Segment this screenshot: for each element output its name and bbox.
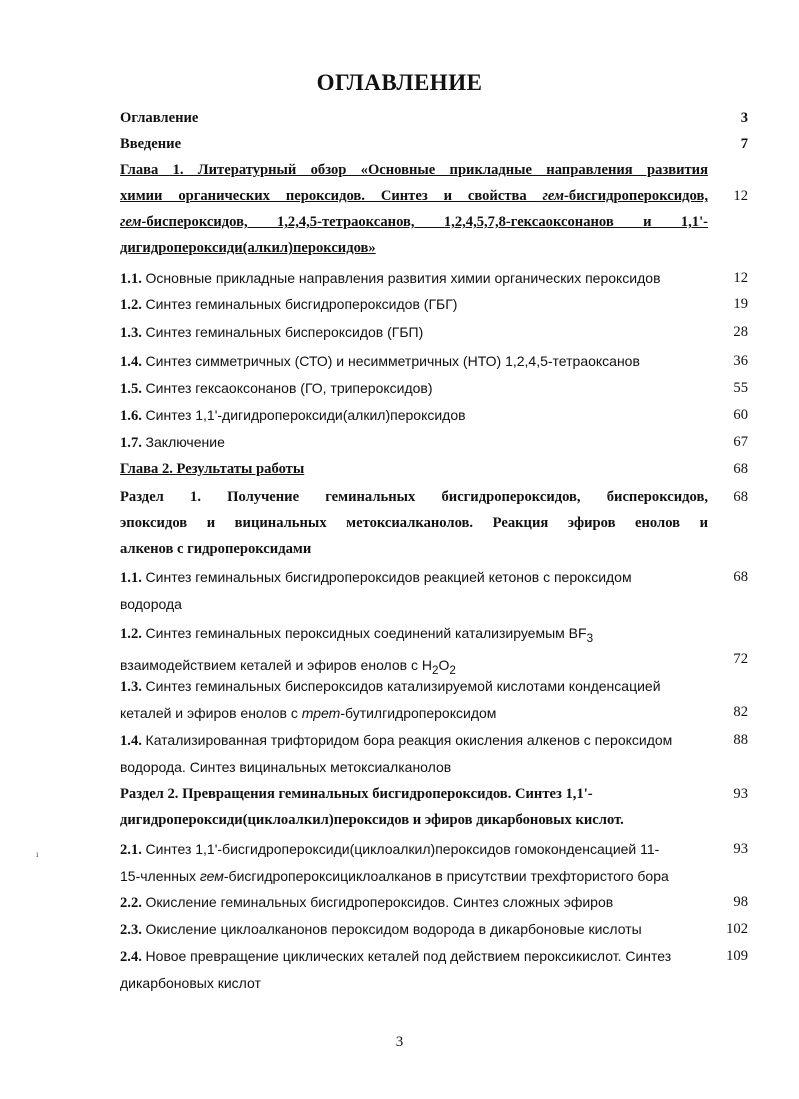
toc-entry (120, 348, 748, 375)
toc-entry (120, 836, 748, 889)
toc-entry (120, 673, 748, 726)
toc-page: 12 (733, 270, 748, 286)
toc-page: 109 (726, 948, 748, 964)
toc-page: 19 (733, 296, 748, 312)
toc-section-2 (120, 781, 748, 833)
toc-entry (120, 265, 748, 292)
toc-entry-line: Раздел 1. Получение геминальных бисгидропероксидов, биспероксидов, (120, 489, 708, 505)
toc-entry-text: Окисление геминальных бисгидропероксидов. Синтез сложных эфиров (145, 894, 614, 910)
toc-page: 67 (733, 434, 748, 450)
toc-entry-number: 1.4. (120, 733, 142, 749)
toc-entry (120, 402, 748, 429)
toc-page: 12 (733, 188, 748, 204)
toc-entry-text: Окисление циклоалканонов пероксидом водорода в дикарбоновые кислоты (145, 921, 642, 937)
toc-entry-number: 1.2. (120, 297, 142, 313)
toc-entry-text: Заключение (145, 434, 225, 450)
page-number: 3 (395, 1034, 404, 1050)
toc-entry-line: Синтез геминальных биспероксидов катализируемой кислотами конденсацией (145, 678, 661, 694)
toc-entry-line: Синтез геминальных бисгидропероксидов реакцией кетонов с пероксидом (145, 569, 632, 585)
toc-entry (120, 916, 748, 943)
toc-entry-number: 1.3. (120, 325, 142, 341)
toc-entry-number: 1.6. (120, 408, 142, 424)
toc-entry-line: химии органических пероксидов. Синтез и свойства гем-бисгидропероксидов, (120, 188, 708, 204)
toc-entry (120, 564, 748, 617)
page-title: ОГЛАВЛЕНИЕ (316, 70, 483, 95)
toc-entry-number: 1.5. (120, 381, 142, 397)
toc-entry-text: Синтез гексаоксонанов (ГО, трипероксидов) (145, 380, 433, 396)
toc-entry-line: дикарбоновых кислот (120, 975, 261, 991)
toc-page: 88 (733, 732, 748, 748)
toc-entry-line: водорода (120, 596, 182, 612)
toc-entry-text: Глава 2. Результаты работы (120, 461, 305, 477)
toc-entry-line: Глава 1. Литературный обзор «Основные прикладные направления развития (120, 162, 708, 178)
toc-entry (120, 131, 748, 157)
toc-entry-number: 1.3. (120, 679, 142, 695)
toc-page: 82 (733, 704, 748, 720)
toc-entry-line: дигидропероксиди(циклоалкил)пероксидов и эфиров дикарбоновых кислот. (120, 812, 624, 828)
toc-entry-line: эпоксидов и вицинальных метоксиалканолов. Реакция эфиров енолов и (120, 515, 708, 531)
toc-entry-number: 1.1. (120, 271, 142, 287)
toc-page: 72 (733, 651, 748, 667)
toc-entry-line: дигидропероксиди(алкил)пероксидов» (120, 240, 376, 256)
toc-entry-line: Синтез геминальных пероксидных соединений катализируемым $BF_3$ (145, 625, 594, 645)
toc-page: 102 (726, 921, 748, 937)
toc-chapter-1 (120, 157, 748, 261)
toc-entry-number: 2.3. (120, 922, 142, 938)
toc-entry-text: Основные прикладные направления развития химии органических пероксидов (145, 270, 661, 286)
toc-entry (120, 889, 748, 916)
toc-page: 68 (733, 461, 748, 477)
toc-entry-line: Раздел 2. Превращения геминальных бисгидропероксидов. Синтез 1,1'- (120, 786, 593, 802)
toc-entry-number: 1.1. (120, 570, 142, 586)
toc-entry-line: Синтез 1,1'-бисгидропероксиди(циклоалкил)пероксидов гомоконденсацией 11- (145, 841, 660, 857)
toc-section-1 (120, 484, 748, 562)
toc-page: 93 (733, 786, 748, 802)
toc-page: 68 (733, 489, 748, 505)
toc-page: 36 (733, 353, 748, 369)
toc-entry-line: алкенов с гидропероксидами (120, 541, 312, 557)
toc-entry-text: Синтез геминальных биспероксидов (ГБП) (145, 324, 424, 340)
toc-entry (120, 105, 748, 131)
toc-entry (120, 319, 748, 346)
toc-entry-line: Новое превращение циклических кеталей под действием пероксикислот. Синтез (145, 948, 672, 964)
toc-entry-number: 2.1. (120, 842, 142, 858)
toc-page: 7 (740, 136, 748, 152)
toc-entry-text: Синтез геминальных бисгидропероксидов (ГБГ) (145, 296, 458, 312)
toc-entry-number: 1.2. (120, 626, 142, 642)
toc-entry (120, 291, 748, 318)
toc-page: 60 (733, 407, 748, 423)
toc-entry-text: Введение (120, 136, 182, 152)
toc-entry-number: 2.4. (120, 949, 142, 965)
toc-page: 93 (733, 841, 748, 857)
toc-entry-line: гем-биспероксидов, 1,2,4,5-тетраоксанов, 1,2,4,5,7,8-гексаоксонанов и 1,1'- (120, 214, 708, 230)
toc-entry (120, 943, 748, 996)
toc-entry-line: Катализированная трифторидом бора реакция окисления алкенов с пероксидом (145, 732, 673, 748)
toc-entry-text: Синтез 1,1'-дигидропероксиди(алкил)пероксидов (145, 407, 466, 423)
toc-page: 98 (733, 894, 748, 910)
toc-entry-text: Синтез симметричных (СТО) и несимметричных (НТО) 1,2,4,5-тетраоксанов (145, 353, 640, 369)
toc-entry-line: взаимодействием кеталей и эфиров енолов с $H_2O_2$ (120, 656, 456, 677)
toc-entry (120, 375, 748, 402)
toc-entry-number: 1.4. (120, 354, 142, 370)
toc-page: 28 (733, 324, 748, 340)
toc-page: 55 (733, 380, 748, 396)
scan-speck: ı (36, 849, 39, 859)
toc-entry (120, 727, 748, 780)
toc-entry-line: 15-членных гем-бисгидропероксициклоалканов в присутствии трехфтористого бора (120, 868, 669, 884)
toc-chapter-2 (120, 456, 748, 482)
toc-page: 68 (733, 569, 748, 585)
toc-entry (120, 429, 748, 456)
toc-entry-line: кеталей и эфиров енолов с трет-бутилгидропероксидом (120, 705, 497, 721)
toc-entry-text: Оглавление (120, 110, 199, 126)
toc-entry-line: водорода. Синтез вицинальных метоксиалканолов (120, 759, 452, 775)
toc-page: 3 (740, 110, 748, 126)
toc-entry-number: 1.7. (120, 435, 142, 451)
toc-entry-number: 2.2. (120, 895, 142, 911)
